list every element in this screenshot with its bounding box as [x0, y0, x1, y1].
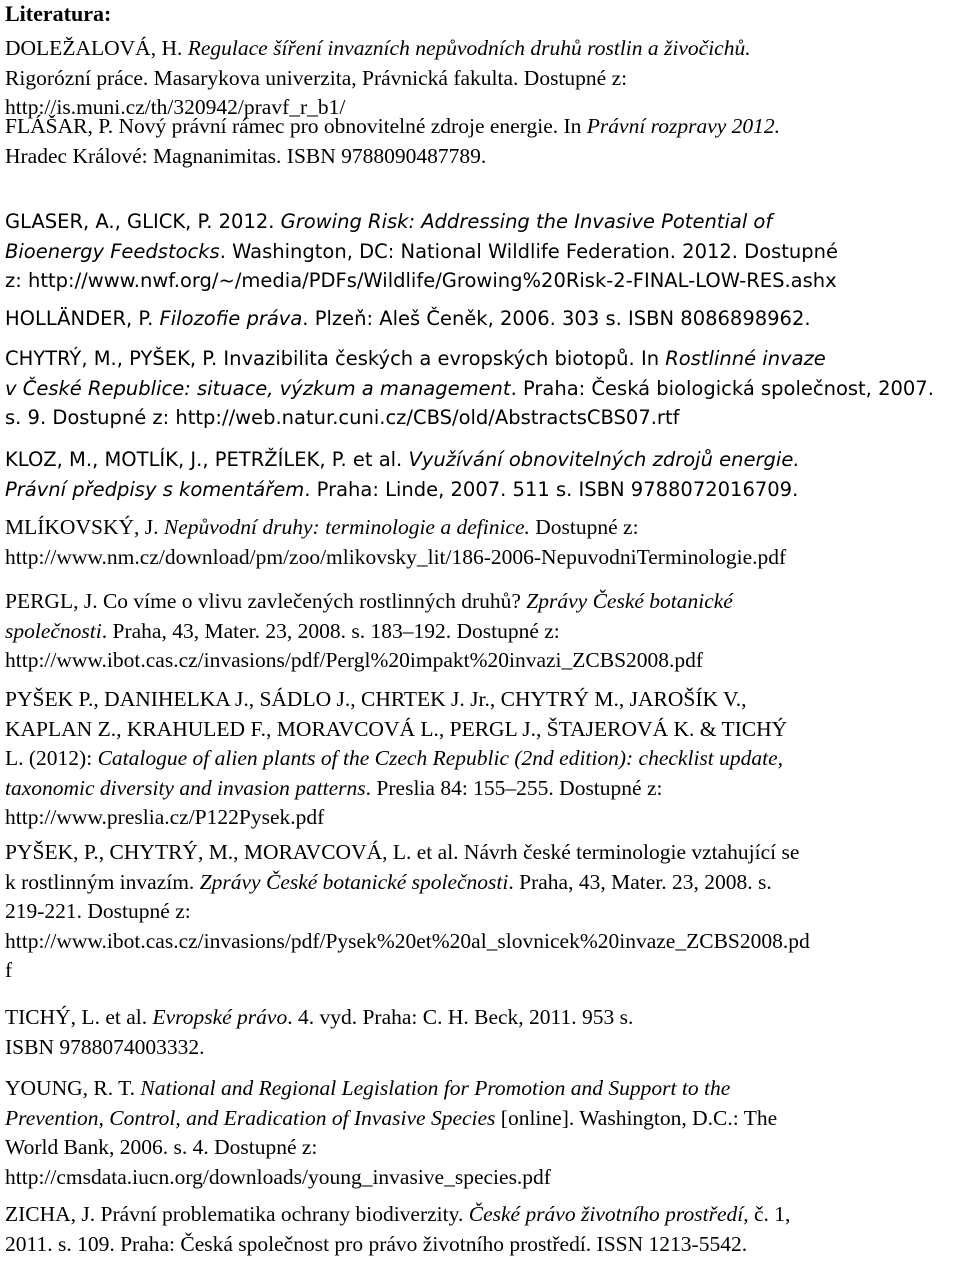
reference-italic-text: taxonomic diversity and invasion patterns	[5, 775, 366, 800]
reference-line	[5, 1200, 955, 1230]
reference-line	[5, 266, 955, 296]
reference-line	[5, 513, 955, 543]
reference-italic-text: Evropské právo	[152, 1005, 288, 1029]
reference-text: http://www.nm.cz/download/pm/zoo/mlikovsky_lit/186-2006-NepuvodniTerminologie.pdf	[5, 544, 787, 569]
reference-line	[5, 744, 955, 774]
reference-entry	[5, 207, 955, 296]
reference-italic-text: Filozofie práva	[159, 307, 303, 330]
reference-entry	[5, 1200, 955, 1259]
reference-text: World Bank, 2006. s. 4. Dostupné z:	[5, 1135, 318, 1159]
reference-text: FLÁŠAR, P. Nový právní rámec pro obnovitelné zdroje energie. In	[5, 114, 587, 138]
reference-line	[5, 868, 955, 898]
reference-line	[5, 715, 955, 745]
reference-text: . Praha: Linde, 2007. 511 s. ISBN 9788072016709.	[304, 477, 799, 501]
reference-text: 219-221. Dostupné z:	[5, 899, 191, 923]
reference-entry	[5, 513, 955, 572]
reference-text: Rigorózní práce. Masarykova univerzita, Právnická fakulta. Dostupné z:	[5, 65, 628, 90]
reference-text: k rostlinným invazím.	[5, 869, 200, 894]
reference-italic-text: Právní předpisy s komentářem	[5, 477, 305, 501]
reference-italic-text: National and Regional Legislation for Promotion and Support to the	[140, 1076, 731, 1100]
reference-text: L. (2012):	[5, 746, 98, 770]
reference-text: PYŠEK P., DANIHELKA J., SÁDLO J., CHRTEK J. Jr., CHYTRÝ M., JAROŠÍK V.,	[5, 687, 747, 711]
reference-italic-text: společnosti	[5, 618, 102, 643]
reference-italic-text: Bioenergy Feedstocks	[5, 239, 220, 263]
reference-line	[5, 838, 955, 868]
reference-entry	[5, 587, 955, 676]
reference-text: . 4. vyd. Praha: C. H. Beck, 2011. 953 s.	[287, 1005, 634, 1029]
reference-text: PERGL, J. Co víme o vlivu zavlečených rostlinných druhů?	[5, 589, 527, 613]
reference-italic-text: Zprávy České botanické	[526, 589, 733, 613]
reference-line	[5, 374, 955, 404]
reference-text: GLASER, A., GLICK, P. 2012.	[5, 210, 281, 233]
reference-line	[5, 1163, 955, 1193]
reference-text: PYŠEK, P., CHYTRÝ, M., MORAVCOVÁ, L. et al. Návrh české terminologie vztahující se	[5, 840, 800, 864]
reference-text: . Praha: Česká biologická společnost, 2007.	[510, 376, 934, 400]
reference-text: KAPLAN Z., KRAHULED F., MORAVCOVÁ L., PERGL J., ŠTAJEROVÁ K. & TICHÝ	[5, 716, 788, 741]
reference-italic-text: Growing Risk: Addressing the Invasive Potential of	[280, 210, 773, 233]
reference-line	[5, 112, 955, 142]
reference-line	[5, 304, 955, 334]
reference-text: . Washington, DC: National Wildlife Federation. 2012. Dostupné	[219, 239, 839, 263]
reference-text: Hradec Králové: Magnanimitas. ISBN 9788090487789.	[5, 143, 487, 168]
reference-line	[5, 927, 955, 957]
reference-italic-text: Zprávy České botanické společnosti	[199, 869, 509, 894]
reference-text: . Plzeň: Aleš Čeněk, 2006. 303 s. ISBN 8086898962.	[302, 307, 811, 330]
reference-line	[5, 1033, 955, 1063]
reference-italic-text: Catalogue of alien plants of the Czech Republic (2nd edition): checklist update,	[97, 746, 784, 770]
reference-text: http://cmsdata.iucn.org/downloads/young_invasive_species.pdf	[5, 1164, 551, 1189]
reference-text: http://www.preslia.cz/P122Pysek.pdf	[5, 805, 325, 829]
reference-italic-text: Regulace šíření invazních nepůvodních druhů rostlin a živočichů.	[187, 36, 751, 60]
reference-entry	[5, 445, 955, 504]
reference-entry	[5, 304, 955, 334]
reference-text: 2011. s. 109. Praha: Česká společnost pro právo životního prostředí. ISSN 1213-5542.	[5, 1231, 748, 1256]
reference-text: MLÍKOVSKÝ, J.	[5, 515, 164, 539]
reference-italic-text: České právo životního prostředí,	[468, 1202, 749, 1226]
reference-text: YOUNG, R. T.	[5, 1076, 141, 1100]
reference-line	[5, 897, 955, 927]
reference-text: [online]. Washington, D.C.: The	[495, 1105, 778, 1130]
reference-line	[5, 774, 955, 804]
reference-italic-text: Právní rozpravy 2012.	[586, 114, 781, 138]
reference-text: ZICHA, J. Právní problematika ochrany biodiverzity.	[5, 1202, 469, 1226]
reference-text: s. 9. Dostupné z: http://web.natur.cuni.cz/CBS/old/AbstractsCBS07.rtf	[5, 406, 680, 429]
reference-italic-text: Nepůvodní druhy: terminologie a definice.	[163, 515, 530, 539]
reference-text: HOLLÄNDER, P.	[5, 307, 160, 330]
reference-text: KLOZ, M., MOTLÍK, J., PETRŽÍLEK, P. et al.	[5, 448, 409, 471]
reference-line	[5, 344, 955, 374]
reference-line	[5, 956, 955, 986]
reference-line	[5, 617, 955, 647]
reference-line	[5, 685, 955, 715]
reference-entry	[5, 34, 955, 123]
reference-entry	[5, 344, 955, 433]
reference-italic-text: Prevention, Control, and Eradication of Invasive Species	[5, 1105, 496, 1130]
reference-line	[5, 403, 955, 433]
reference-text: TICHÝ, L. et al.	[5, 1005, 153, 1029]
reference-text: http://www.ibot.cas.cz/invasions/pdf/Pergl%20impakt%20invazi_ZCBS2008.pdf	[5, 648, 704, 672]
reference-line	[5, 475, 955, 505]
reference-text: . Praha, 43, Mater. 23, 2008. s.	[508, 869, 772, 894]
reference-text: f	[5, 958, 13, 982]
reference-line	[5, 587, 955, 617]
reference-entry	[5, 685, 955, 833]
reference-entry	[5, 1074, 955, 1192]
page-heading: Literatura:	[5, 1, 112, 26]
reference-line	[5, 237, 955, 267]
reference-text: z: http://www.nwf.org/~/media/PDFs/Wildlife/Growing%20Risk-2-FINAL-LOW-RES.ashx	[5, 269, 837, 292]
reference-line	[5, 1074, 955, 1104]
reference-italic-text: Využívání obnovitelných zdrojů energie.	[408, 448, 800, 471]
reference-text: http://www.ibot.cas.cz/invasions/pdf/Pysek%20et%20al_slovnicek%20invaze_ZCBS2008.pd	[5, 928, 810, 953]
reference-entry	[5, 112, 955, 171]
reference-text: DOLEŽALOVÁ, H.	[5, 36, 188, 60]
reference-text: . Praha, 43, Mater. 23, 2008. s. 183–192. Dostupné z:	[101, 618, 560, 643]
reference-line	[5, 64, 955, 94]
reference-text: http://is.muni.cz/th/320942/pravf_r_b1/	[5, 95, 346, 119]
reference-text: č. 1,	[748, 1202, 791, 1226]
reference-text: ISBN 9788074003332.	[5, 1034, 205, 1059]
reference-line	[5, 1133, 955, 1163]
reference-line	[5, 1230, 955, 1260]
reference-line	[5, 445, 955, 475]
reference-line	[5, 803, 955, 833]
reference-italic-text: Rostlinné invaze	[665, 347, 826, 370]
reference-line	[5, 646, 955, 676]
reference-line	[5, 1003, 955, 1033]
reference-line	[5, 34, 955, 64]
reference-italic-text: v České Republice: situace, výzkum a management	[5, 376, 511, 400]
reference-text: Dostupné z:	[529, 515, 639, 539]
reference-text: CHYTRÝ, M., PYŠEK, P. Invazibilita českých a evropských biotopů. In	[5, 347, 666, 370]
reference-line	[5, 207, 955, 237]
reference-entry	[5, 838, 955, 986]
reference-text: . Preslia 84: 155–255. Dostupné z:	[365, 775, 663, 800]
reference-line	[5, 543, 955, 573]
reference-line	[5, 1104, 955, 1134]
reference-entry	[5, 1003, 955, 1062]
reference-line	[5, 142, 955, 172]
